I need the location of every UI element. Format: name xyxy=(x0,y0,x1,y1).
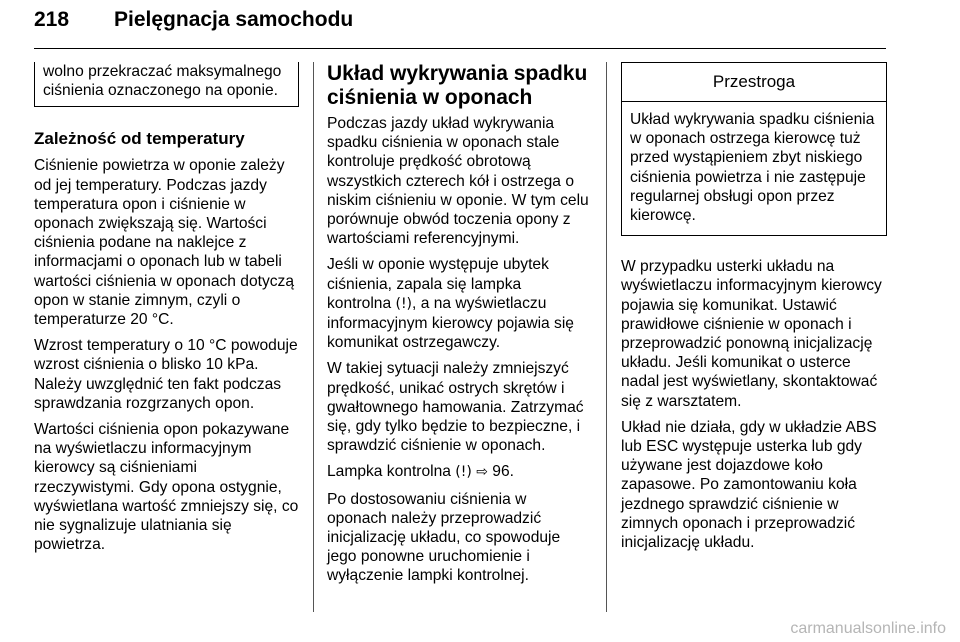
warning-body xyxy=(622,102,886,235)
column-divider-left xyxy=(313,62,314,612)
warning-box xyxy=(621,62,887,236)
page-title: Pielęgnacja samochodu xyxy=(114,8,354,31)
column-middle xyxy=(327,62,589,593)
tire-pressure-warning-icon: (!) xyxy=(455,464,472,481)
section-heading-temperature: Zależność od temperatury xyxy=(34,129,245,149)
section-heading-tpms: Układ wykrywania spadku ciśnienia w oponach xyxy=(327,62,588,109)
paragraph: Po dostosowaniu ciśnienia w oponach należy przeprowadzić inicjalizację układu, co spowoduje jego ponowne uruchomienie i wyłączenie lampki kontrolnej. xyxy=(327,490,561,585)
paragraph-lamp-reference xyxy=(327,462,589,482)
text-segment: Jeśli w oponie występuje ubytek ciśnienia, zapala się lampka kontrolna xyxy=(327,256,549,312)
warning-title: Przestroga xyxy=(622,63,886,102)
text-segment: Lampka kontrolna xyxy=(327,463,456,481)
text-segment: . xyxy=(509,463,514,481)
paragraph: W przypadku usterki układu na wyświetlaczu informacyjnym kierowcy pojawia się komunikat. Ustawić prawidłowe ciśnienie w oponach i przeprowadzić ponowną inicjalizację układu. Jeśli komunikat o usterce nadal jest wyświetlany, skontaktować się z warsztatem. xyxy=(621,258,882,410)
paragraph: Podczas jazdy układ wykrywania spadku ciśnienia w oponach stale kontroluje prędkość obrotową wszystkich czterech kół i ostrzega o niskim ciśnieniu w oponie. W tym celu porównuje obwód toczenia opony z wartościami referencyjnymi. xyxy=(327,115,589,248)
tire-pressure-warning-icon: (!) xyxy=(395,295,413,312)
note-text: wolno przekraczać maksymalnego ciśnienia oznaczonego na oponie. xyxy=(43,63,282,100)
paragraph-warning-lamp xyxy=(327,255,589,352)
page-header xyxy=(34,4,886,48)
page-reference-arrow-icon: ⇨ xyxy=(476,464,488,481)
text-segment: , a na wyświetlaczu informacyjnym kierowcy pojawia się komunikat ostrzegawczy. xyxy=(327,294,574,352)
note-box-continued xyxy=(34,62,299,107)
page-number: 218 xyxy=(34,8,70,31)
watermark: carmanualsonline.info xyxy=(790,620,946,637)
paragraph: Wartości ciśnienia opon pokazywane na wyświetlaczu informacyjnym kierowcy są ciśnieniami rzeczywistymi. Gdy opona ostygnie, wyświetlana wartość zmniejszy się, co nie sygnalizuje ulatniania się powietrza. xyxy=(34,421,299,554)
column-left xyxy=(34,62,299,561)
paragraph: Wzrost temperatury o 10 °C powoduje wzrost ciśnienia o blisko 10 kPa. Należy uwzględnić ten fakt podczas sprawdzania rozgrzanych opon. xyxy=(34,337,298,412)
header-divider xyxy=(34,48,886,49)
warning-text: Układ wykrywania spadku ciśnienia w oponach ostrzega kierowcę tuż przed wystąpieniem zbyt niskiego ciśnienia powietrza i nie zastępuje regularnej obsługi opon przez kierowcę. xyxy=(630,111,875,225)
column-right xyxy=(621,62,887,559)
paragraph: Układ nie działa, gdy w układzie ABS lub ESC występuje usterka lub gdy używane jest dojazdowe koło zapasowe. Po zamontowaniu koła jezdnego sprawdzić ciśnienie w zimnych oponach i przeprowadzić inicjalizację układu. xyxy=(621,418,877,552)
paragraph: Ciśnienie powietrza w oponie zależy od jej temperatury. Podczas jazdy temperatura opon i ciśnienie w oponach zwiększają się. Wartości ciśnienia podane na naklejce z informacjami o oponach lub w tabeli wartości ciśnienia w oponach dotyczą opon w stanie zimnym, czyli o temperaturze 20 °C. xyxy=(34,157,295,329)
page-reference-link[interactable]: 96 xyxy=(492,463,510,481)
paragraph: W takiej sytuacji należy zmniejszyć prędkość, unikać ostrych skrętów i gwałtownego hamowania. Zatrzymać się, gdy tylko będzie to bezpieczne, i sprawdzić ciśnienie w oponach. xyxy=(327,360,584,455)
column-divider-right xyxy=(606,62,607,612)
